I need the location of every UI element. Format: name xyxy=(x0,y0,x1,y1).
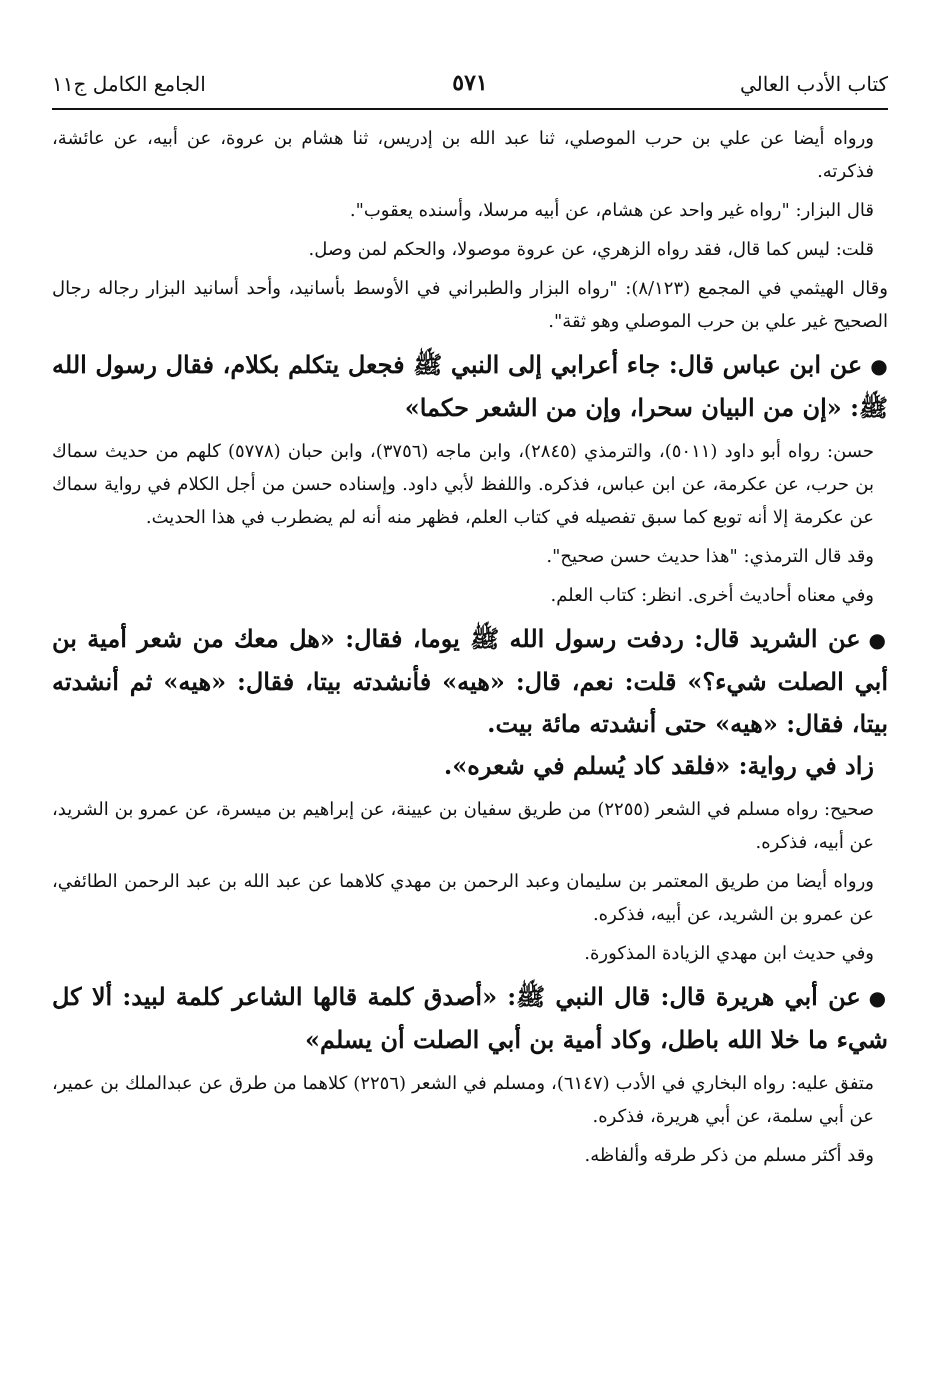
paragraph: قال البزار: "رواه غير واحد عن هشام، عن أبيه مرسلا، وأسنده يعقوب". xyxy=(349,200,874,221)
paragraph: وقال الهيثمي في المجمع (٨/١٢٣): "رواه البزار والطبراني في الأوسط بأسانيد، وأحد أسانيد البزار رجاله رجال الصحيح غير علي بن حرب الموصلي وهو ثقة". xyxy=(52,278,888,332)
paragraph: ورواه أيضا عن علي بن حرب الموصلي، ثنا عبد الله بن إدريس، ثنا هشام بن عروة، عن أبيه، عن عائشة، فذكرته. xyxy=(52,128,874,182)
hadith-paragraph: ●عن ابن عباس قال: جاء أعرابي إلى النبي ﷺ فجعل يتكلم بكلام، فقال رسول الله ﷺ: «إن من البيان سحرا، وإن من الشعر حكما» xyxy=(52,350,889,422)
paragraph: متفق عليه: رواه البخاري في الأدب (٦١٤٧)، ومسلم في الشعر (٢٢٥٦) كلاهما من طرق عن عبدالملك بن عمير، عن أبي سلمة، عن أبي هريرة، فذكره. xyxy=(52,1073,874,1127)
bullet-icon: ● xyxy=(868,986,889,1010)
paragraph: وقد أكثر مسلم من ذكر طرقه وألفاظه. xyxy=(584,1145,874,1166)
paragraph: صحيح: رواه مسلم في الشعر (٢٢٥٥) من طريق سفيان بن عيينة، عن إبراهيم بن ميسرة، عن عمرو بن الشريد، عن أبيه، فذكره. xyxy=(52,799,875,853)
page-header xyxy=(52,60,888,110)
hadith-paragraph: ●عن الشريد قال: ردفت رسول الله ﷺ يوما، فقال: «هل معك من شعر أمية بن أبي الصلت شيء؟» قلت: نعم، قال: «هيه» فأنشدته بيتا، فقال: «هيه» ثم أنشدته بيتا، فقال: «هيه» حتى أنشدته مائة بيت. xyxy=(52,624,888,738)
paragraph: قلت: ليس كما قال، فقد رواه الزهري، عن عروة موصولا، والحكم لمن وصل. xyxy=(308,239,874,260)
volume-title: الجامع الكامل ج١١ xyxy=(52,72,206,96)
page-body xyxy=(52,122,888,1172)
paragraph: وفي معناه أحاديث أخرى. انظر: كتاب العلم. xyxy=(550,585,874,606)
paragraph: وقد قال الترمذي: "هذا حديث حسن صحيح". xyxy=(546,546,874,567)
bullet-icon: ● xyxy=(870,354,889,378)
book-title: كتاب الأدب العالي xyxy=(739,72,888,96)
bullet-icon: ● xyxy=(868,628,888,652)
paragraph: وفي حديث ابن مهدي الزيادة المذكورة. xyxy=(584,943,874,964)
hadith-paragraph: ●عن أبي هريرة قال: قال النبي ﷺ: «أصدق كلمة قالها الشاعر كلمة لبيد: ألا كل شيء ما خلا الله باطل، وكاد أمية بن أبي الصلت أن يسلم» xyxy=(52,982,889,1054)
hadith-paragraph: زاد في رواية: «فلقد كاد يُسلم في شعره». xyxy=(443,751,874,780)
paragraph: ورواه أيضا من طريق المعتمر بن سليمان وعبد الرحمن بن مهدي كلاهما عن عبد الله بن عبد الرحمن الطائفي، عن عمرو بن الشريد، عن أبيه، فذكره. xyxy=(52,871,874,925)
paragraph: حسن: رواه أبو داود (٥٠١١)، والترمذي (٢٨٤٥)، وابن ماجه (٣٧٥٦)، وابن حبان (٥٧٧٨) كلهم من حديث سماك بن حرب، عن عكرمة، عن ابن عباس، فذكره. واللفظ لأبي داود. وإسناده حسن من أجل الكلام في رواية سماك عن عكرمة إلا أنه توبع كما سبق تفصيله في كتاب العلم، فظهر منه أنه لم يضطرب في هذا الحديث. xyxy=(52,441,874,528)
page-number: ٥٧١ xyxy=(452,70,488,96)
